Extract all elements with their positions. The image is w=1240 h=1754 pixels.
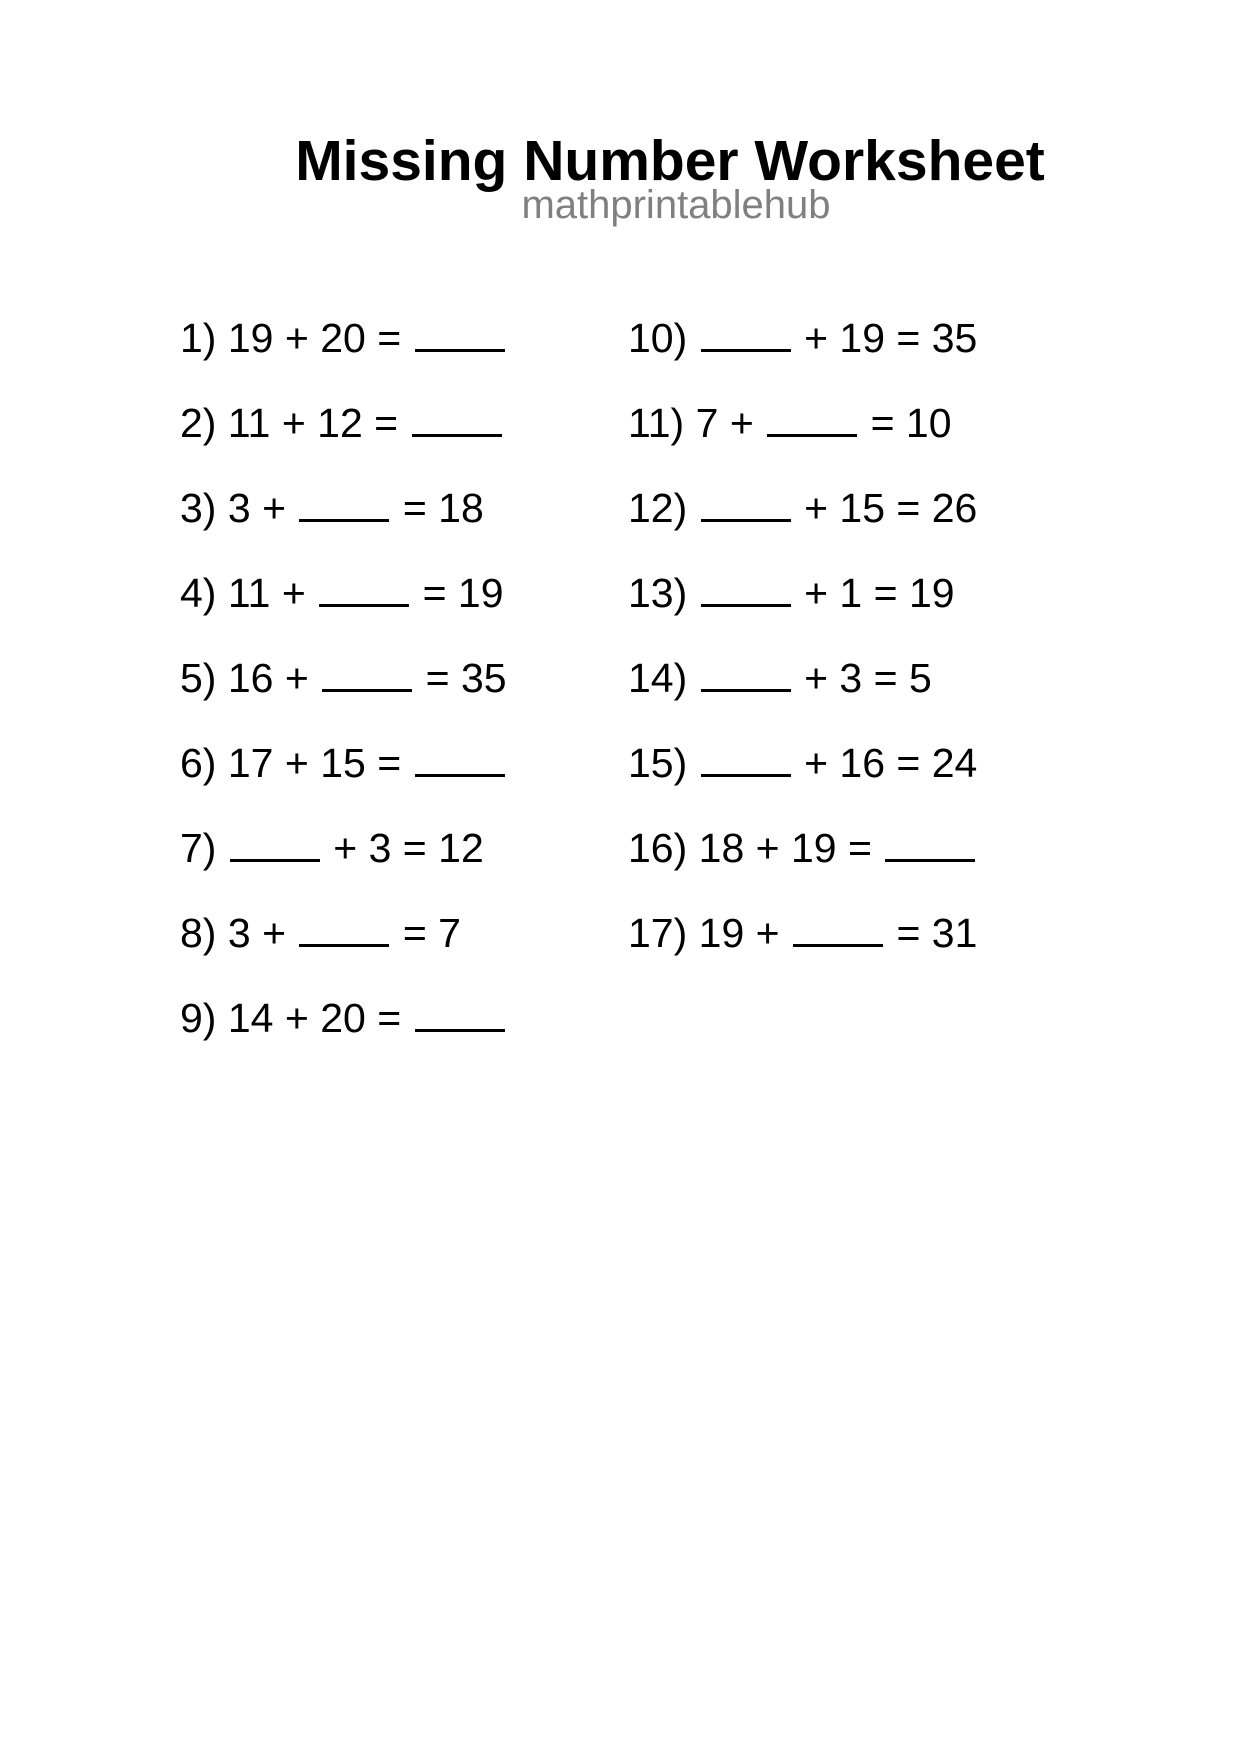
problem-right-text: = 19 (422, 570, 504, 616)
problem-number: 1) (180, 315, 217, 361)
problem-6 (180, 740, 507, 825)
problem-3 (180, 485, 507, 570)
problem-number: 2) (180, 400, 217, 446)
answer-blank[interactable] (299, 485, 389, 522)
problem-9 (180, 995, 507, 1080)
problem-left-text: 11 + (227, 570, 306, 616)
problem-right-text: = 18 (402, 485, 484, 531)
answer-blank[interactable] (415, 740, 505, 777)
answer-blank[interactable] (701, 485, 791, 522)
problem-10 (628, 315, 977, 400)
answer-blank[interactable] (793, 910, 883, 947)
problem-right-text: = 31 (896, 910, 978, 956)
problem-number: 4) (180, 570, 217, 616)
problem-4 (180, 570, 507, 655)
problem-right-text: = 35 (425, 655, 507, 701)
problem-17 (628, 910, 977, 995)
problem-number: 11) (628, 400, 685, 446)
problem-left-text: 11 + 12 = (227, 400, 399, 446)
answer-blank[interactable] (230, 825, 320, 862)
problem-12 (628, 485, 977, 570)
problem-number: 6) (180, 740, 217, 786)
problem-number: 12) (628, 485, 688, 531)
problem-5 (180, 655, 507, 740)
problem-number: 17) (628, 910, 688, 956)
problem-15 (628, 740, 977, 825)
problem-right-text: + 3 = 5 (804, 655, 932, 701)
problem-number: 14) (628, 655, 688, 701)
answer-blank[interactable] (415, 995, 505, 1032)
problem-11 (628, 400, 977, 485)
problems-column-left (180, 315, 507, 1080)
answer-blank[interactable] (885, 825, 975, 862)
worksheet-subtitle: mathprintablehub (521, 183, 831, 227)
problem-number: 9) (180, 995, 217, 1041)
problem-number: 16) (628, 825, 688, 871)
problem-7 (180, 825, 507, 910)
answer-blank[interactable] (701, 740, 791, 777)
problem-number: 3) (180, 485, 217, 531)
problem-right-text: + 1 = 19 (804, 570, 955, 616)
problem-left-text: 19 + 20 = (227, 315, 402, 361)
problem-left-text: 14 + 20 = (227, 995, 402, 1041)
problem-13 (628, 570, 977, 655)
problems-column-right (628, 315, 977, 995)
problem-left-text: 19 + (698, 910, 780, 956)
answer-blank[interactable] (415, 315, 505, 352)
answer-blank[interactable] (299, 910, 389, 947)
problem-right-text: + 19 = 35 (804, 315, 978, 361)
problem-right-text: = 10 (870, 400, 952, 446)
problem-number: 15) (628, 740, 688, 786)
problem-right-text: + 3 = 12 (333, 825, 484, 871)
problem-left-text: 16 + (227, 655, 309, 701)
problem-number: 8) (180, 910, 217, 956)
answer-blank[interactable] (322, 655, 412, 692)
problem-2 (180, 400, 507, 485)
problem-right-text: = 7 (402, 910, 461, 956)
problem-left-text: 7 + (695, 400, 754, 446)
problem-right-text: + 15 = 26 (804, 485, 978, 531)
answer-blank[interactable] (701, 315, 791, 352)
answer-blank[interactable] (701, 655, 791, 692)
problem-1 (180, 315, 507, 400)
worksheet-title: Missing Number Worksheet (295, 129, 1045, 194)
problem-number: 7) (180, 825, 217, 871)
problem-left-text: 18 + 19 = (698, 825, 872, 871)
problem-left-text: 17 + 15 = (227, 740, 402, 786)
answer-blank[interactable] (412, 400, 502, 437)
answer-blank[interactable] (319, 570, 409, 607)
problem-right-text: + 16 = 24 (804, 740, 978, 786)
problem-left-text: 3 + (227, 910, 287, 956)
problem-left-text: 3 + (227, 485, 287, 531)
problem-number: 10) (628, 315, 688, 361)
problem-16 (628, 825, 977, 910)
answer-blank[interactable] (701, 570, 791, 607)
problem-number: 13) (628, 570, 688, 616)
problem-14 (628, 655, 977, 740)
answer-blank[interactable] (767, 400, 857, 437)
problem-number: 5) (180, 655, 217, 701)
problem-8 (180, 910, 507, 995)
